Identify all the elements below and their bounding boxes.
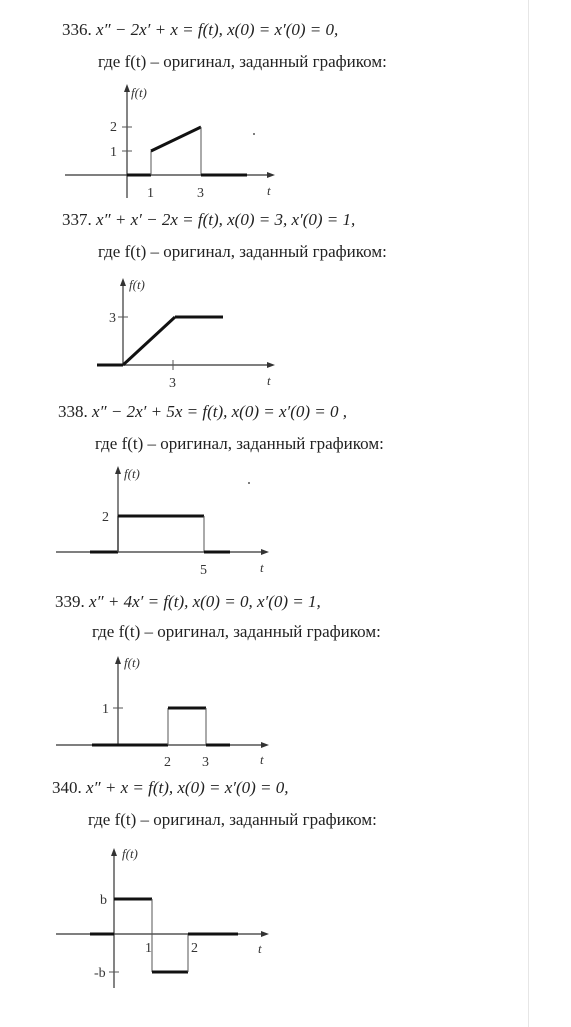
graph-338-x-label: t (260, 560, 264, 575)
graph-338-y-arrow (115, 466, 121, 474)
graph-337-x-label: t (267, 373, 271, 388)
problem-337-description: где f(t) – оригинал, заданный графиком: (98, 242, 387, 261)
graph-336-y-label: f(t) (131, 85, 147, 100)
problem-338-formula: x″ − 2x′ + 5x = f(t), x(0) = x′(0) = 0 , (92, 402, 348, 421)
graph-340-xtick-2: 2 (191, 941, 198, 956)
problem-340-equation (52, 778, 289, 798)
graph-336-x-label: t (267, 183, 271, 198)
graph-336-x-arrow (267, 172, 275, 178)
problem-339-number: 339. (55, 592, 85, 611)
graph-337-y-label: f(t) (129, 277, 145, 292)
graph-339-x-label: t (260, 752, 264, 767)
graph-338-y-label: f(t) (124, 466, 140, 481)
page-edge-shadow (528, 0, 529, 1027)
graph-337-y-arrow (120, 278, 126, 286)
graph-340-y-arrow (111, 848, 117, 856)
graph-340-ytick-neg-b: -b (94, 966, 106, 981)
scan-speck (248, 482, 250, 484)
graph-338-x-arrow (261, 549, 269, 555)
problem-339-formula: x″ + 4x′ = f(t), x(0) = 0, x′(0) = 1, (89, 592, 321, 611)
graph-336-ramp-segment (151, 127, 201, 151)
graph-337-x-arrow (267, 362, 275, 368)
problem-337-equation (62, 210, 355, 230)
graph-339-y-arrow (115, 656, 121, 664)
graph-340 (52, 840, 292, 1000)
graph-340-y-label: f(t) (122, 846, 138, 861)
problem-336-formula: x″ − 2x′ + x = f(t), x(0) = x′(0) = 0, (96, 20, 339, 39)
graph-337-ramp-segment (123, 317, 175, 365)
graph-340-x-label: t (258, 941, 262, 956)
problem-339-description: где f(t) – оригинал, заданный графиком: (92, 622, 381, 641)
problem-340-description: где f(t) – оригинал, заданный графиком: (88, 810, 377, 829)
problem-340-number: 340. (52, 778, 82, 797)
graph-336-ytick-1: 1 (110, 145, 117, 160)
graph-339-x-arrow (261, 742, 269, 748)
problem-337-formula: x″ + x′ − 2x = f(t), x(0) = 3, x′(0) = 1, (96, 210, 356, 229)
graph-337-ytick-3: 3 (109, 311, 116, 326)
problem-338-equation (58, 402, 347, 422)
problem-338-number: 338. (58, 402, 88, 421)
problem-336-description: где f(t) – оригинал, заданный графиком: (98, 52, 387, 71)
graph-339-ytick-1: 1 (102, 702, 109, 717)
graph-336-ytick-2: 2 (110, 120, 117, 135)
graph-338-xtick-5: 5 (200, 563, 207, 578)
graph-340-xtick-1: 1 (145, 941, 152, 956)
graph-339-y-label: f(t) (124, 655, 140, 670)
problem-338-description: где f(t) – оригинал, заданный графиком: (95, 434, 384, 453)
graph-339-xtick-2: 2 (164, 755, 171, 770)
graph-336 (55, 80, 295, 205)
graph-337 (55, 272, 295, 390)
scan-speck (253, 133, 255, 135)
graph-340-x-arrow (261, 931, 269, 937)
graph-337-xtick-3: 3 (169, 376, 176, 391)
problem-340-formula: x″ + x = f(t), x(0) = x′(0) = 0, (86, 778, 289, 797)
graph-339 (52, 650, 292, 768)
graph-338-ytick-2: 2 (102, 510, 109, 525)
problem-336-number: 336. (62, 20, 92, 39)
graph-336-xtick-1: 1 (147, 186, 154, 201)
graph-336-y-arrow (124, 84, 130, 92)
problem-337-number: 337. (62, 210, 92, 229)
problem-336-equation (62, 20, 338, 40)
graph-336-xtick-3: 3 (197, 186, 204, 201)
graph-339-xtick-3: 3 (202, 755, 209, 770)
graph-338 (52, 462, 292, 577)
problem-339-equation (55, 592, 321, 612)
graph-340-ytick-b: b (100, 893, 107, 908)
